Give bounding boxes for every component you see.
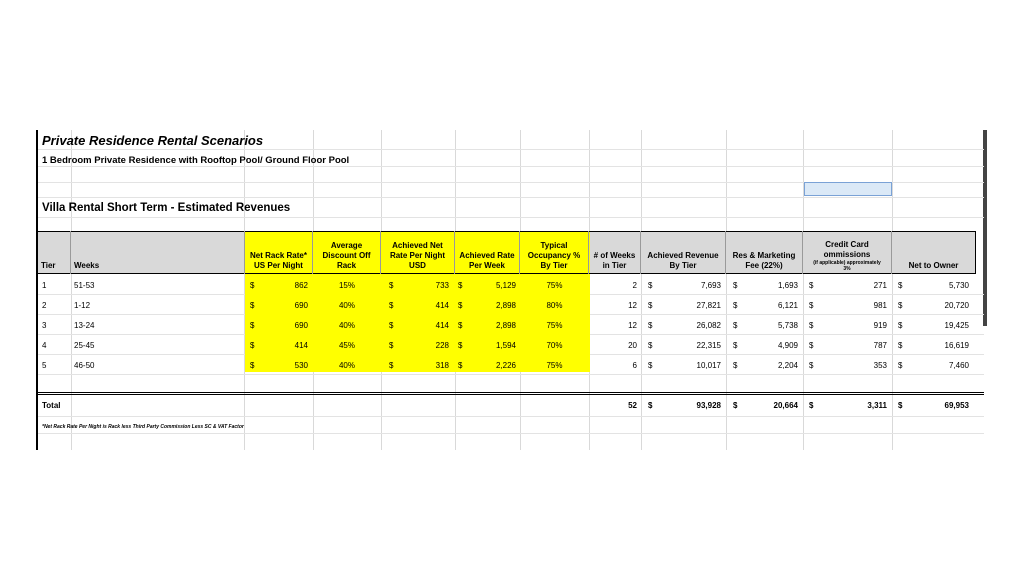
total-num-weeks: 52 (628, 401, 637, 410)
currency-symbol: $ (250, 321, 255, 330)
cell-tier: 5 (42, 361, 47, 370)
cell-net-rack-rate: 690 (294, 301, 308, 310)
currency-symbol: $ (809, 281, 814, 290)
currency-symbol: $ (648, 361, 653, 370)
cell-net-to-owner: 19,425 (944, 321, 969, 330)
cell-occupancy: 75% (546, 281, 563, 290)
header-average-discount[interactable]: Average Discount Off Rack (313, 231, 381, 274)
header-credit-card[interactable]: Credit Card ommissions (if applicable) approximately 3% (803, 231, 892, 274)
cell-achieved-rate-week: 1,594 (495, 341, 516, 350)
cell-res-marketing-fee: 5,738 (777, 321, 798, 330)
currency-symbol: $ (648, 301, 653, 310)
currency-symbol: $ (898, 401, 903, 410)
total-res-fee: 20,664 (773, 401, 798, 410)
cell-net-to-owner: 7,460 (948, 361, 969, 370)
header-achieved-net-rate[interactable]: Achieved Net Rate Per Night USD (381, 231, 455, 274)
currency-symbol: $ (809, 301, 814, 310)
cell-achieved-rate-week: 2,898 (495, 301, 516, 310)
currency-symbol: $ (389, 361, 394, 370)
header-achieved-revenue[interactable]: Achieved Revenue By Tier (641, 231, 726, 274)
cell-occupancy: 80% (546, 301, 563, 310)
cell-discount: 40% (338, 301, 355, 310)
cell-credit-card: 919 (873, 321, 887, 330)
currency-symbol: $ (733, 341, 738, 350)
header-net-to-owner[interactable]: Net to Owner (908, 261, 959, 270)
cell-credit-card: 787 (873, 341, 887, 350)
currency-symbol: $ (898, 301, 903, 310)
table-row[interactable] (38, 316, 984, 336)
header-net-rack-rate[interactable]: Net Rack Rate* US Per Night (245, 231, 313, 274)
cell-credit-card: 981 (873, 301, 887, 310)
cell-res-marketing-fee: 1,693 (777, 281, 798, 290)
currency-symbol: $ (389, 321, 394, 330)
currency-symbol: $ (389, 341, 394, 350)
cell-num-weeks: 12 (628, 321, 637, 330)
currency-symbol: $ (648, 281, 653, 290)
selected-cell[interactable] (804, 182, 892, 196)
grid-line (38, 166, 984, 167)
header-achieved-rate-week[interactable]: Achieved Rate Per Week (455, 231, 520, 274)
currency-symbol: $ (809, 401, 814, 410)
cell-occupancy: 70% (546, 341, 563, 350)
cell-tier: 1 (42, 281, 47, 290)
section-title: Villa Rental Short Term - Estimated Revenues (42, 202, 291, 214)
currency-symbol: $ (733, 321, 738, 330)
currency-symbol: $ (733, 301, 738, 310)
table-row[interactable] (38, 336, 984, 356)
cell-tier: 2 (42, 301, 47, 310)
cell-num-weeks: 12 (628, 301, 637, 310)
header-tier[interactable]: Tier (38, 231, 71, 274)
currency-symbol: $ (458, 341, 463, 350)
cell-discount: 45% (338, 341, 355, 350)
header-num-weeks[interactable]: # of Weeks in Tier (589, 231, 641, 274)
cell-net-to-owner: 5,730 (948, 281, 969, 290)
currency-symbol: $ (898, 361, 903, 370)
cell-net-to-owner: 20,720 (944, 301, 969, 310)
cell-num-weeks: 6 (632, 361, 637, 370)
total-row[interactable] (38, 396, 984, 416)
header-right-edge (975, 231, 976, 274)
table-row[interactable] (38, 296, 984, 316)
cell-tier: 4 (42, 341, 47, 350)
currency-symbol: $ (648, 401, 653, 410)
cell-achieved-rate-week: 2,226 (495, 361, 516, 370)
currency-symbol: $ (250, 341, 255, 350)
currency-symbol: $ (458, 361, 463, 370)
currency-symbol: $ (898, 281, 903, 290)
cell-achieved-net-rate: 228 (435, 341, 449, 350)
currency-symbol: $ (389, 281, 394, 290)
currency-symbol: $ (250, 361, 255, 370)
cell-occupancy: 75% (546, 361, 563, 370)
cell-achieved-net-rate: 414 (435, 321, 449, 330)
cell-tier: 3 (42, 321, 47, 330)
cell-num-weeks: 20 (628, 341, 637, 350)
grid-line (38, 416, 984, 417)
currency-symbol: $ (898, 321, 903, 330)
header-res-marketing-fee[interactable]: Res & Marketing Fee (22%) (726, 231, 803, 274)
cell-res-marketing-fee: 4,909 (777, 341, 798, 350)
currency-symbol: $ (898, 341, 903, 350)
cell-net-to-owner: 16,619 (944, 341, 969, 350)
sheet-title: Private Residence Rental Scenarios (42, 133, 264, 148)
grid-line (38, 149, 984, 150)
grid-line (38, 217, 984, 218)
total-revenue: 93,928 (696, 401, 721, 410)
currency-symbol: $ (648, 321, 653, 330)
cell-achieved-net-rate: 733 (435, 281, 449, 290)
cell-discount: 15% (338, 281, 355, 290)
table-row[interactable] (38, 356, 984, 376)
table-row[interactable] (38, 276, 984, 296)
cell-weeks: 1-12 (74, 301, 91, 310)
currency-symbol: $ (250, 301, 255, 310)
cell-occupancy: 75% (546, 321, 563, 330)
cell-weeks: 13-24 (74, 321, 95, 330)
cell-achieved-revenue: 26,082 (696, 321, 721, 330)
cell-net-rack-rate: 690 (294, 321, 308, 330)
currency-symbol: $ (809, 341, 814, 350)
currency-symbol: $ (733, 401, 738, 410)
cell-achieved-revenue: 27,821 (696, 301, 721, 310)
grid-line (38, 433, 984, 434)
currency-symbol: $ (250, 281, 255, 290)
cell-achieved-rate-week: 5,129 (495, 281, 516, 290)
cell-credit-card: 271 (873, 281, 887, 290)
cell-num-weeks: 2 (632, 281, 637, 290)
cell-discount: 40% (338, 321, 355, 330)
currency-symbol: $ (458, 281, 463, 290)
currency-symbol: $ (809, 321, 814, 330)
cell-net-rack-rate: 414 (294, 341, 308, 350)
cell-achieved-revenue: 22,315 (696, 341, 721, 350)
currency-symbol: $ (648, 341, 653, 350)
total-net-to-owner: 69,953 (944, 401, 969, 410)
cell-credit-card: 353 (873, 361, 887, 370)
currency-symbol: $ (389, 301, 394, 310)
cell-achieved-revenue: 7,693 (700, 281, 721, 290)
cell-net-rack-rate: 530 (294, 361, 308, 370)
cell-achieved-rate-week: 2,898 (495, 321, 516, 330)
currency-symbol: $ (733, 281, 738, 290)
cell-achieved-revenue: 10,017 (696, 361, 721, 370)
total-credit-card: 3,311 (867, 401, 887, 410)
cell-discount: 40% (338, 361, 355, 370)
header-weeks[interactable]: Weeks (71, 231, 245, 274)
cell-res-marketing-fee: 6,121 (777, 301, 798, 310)
currency-symbol: $ (733, 361, 738, 370)
cell-achieved-net-rate: 318 (435, 361, 449, 370)
header-occupancy[interactable]: Typical Occupancy % By Tier (520, 231, 589, 274)
sheet-subtitle: 1 Bedroom Private Residence with Rooftop Pool/ Ground Floor Pool (42, 155, 350, 166)
currency-symbol: $ (458, 321, 463, 330)
cell-weeks: 25-45 (74, 341, 95, 350)
cell-achieved-net-rate: 414 (435, 301, 449, 310)
grid-line (38, 197, 984, 198)
footnote: *Net Rack Rate Per Night is Rack less Third Party Commission Less SC & VAT Factor (42, 424, 244, 430)
currency-symbol: $ (458, 301, 463, 310)
currency-symbol: $ (809, 361, 814, 370)
cell-weeks: 46-50 (74, 361, 95, 370)
total-label: Total (42, 401, 61, 410)
cell-res-marketing-fee: 2,204 (777, 361, 798, 370)
cell-weeks: 51-53 (74, 281, 95, 290)
total-divider (38, 392, 984, 395)
cell-net-rack-rate: 862 (294, 281, 308, 290)
